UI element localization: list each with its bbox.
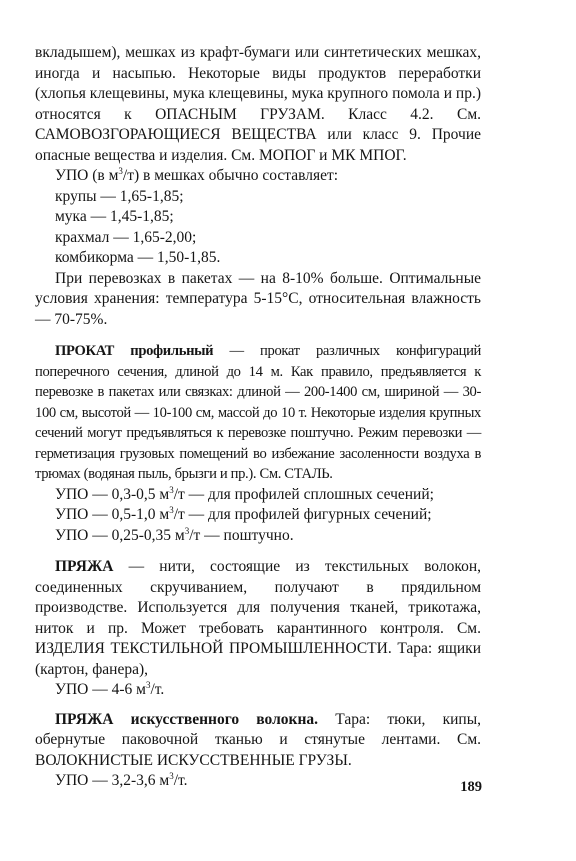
intro-item-groats: крупы — 1,65-1,85; [55, 187, 184, 205]
cubic-superscript: 3 [184, 525, 190, 536]
entry-pryazha-artificial-text [35, 710, 481, 772]
intro-continuation: вкладышем), мешках из крафт-бумаги или синтетических мешках, иногда и насыпью. Некоторые виды продуктов переработки (хлопья клещевины, мука клещевины, мука крупного помола и пр.) относятся к ОПАСНЫМ ГРУЗАМ. Класс 4.2. См. САМОВОЗГОРАЮЩИЕСЯ ВЕЩЕСТВА или класс 9. Прочие опасные вещества и изделия. См. МОПОГ и МК МПОГ. [35, 44, 481, 164]
cubic-superscript: 3 [118, 166, 123, 176]
entry-pryazha-artificial-definition: Тара: тюки, кипы, обернутые паковочной тканью и стянутые лентами. См. ВОЛОКНИСТЫЕ ИСКУССТВЕННЫЕ ГРУЗЫ. [35, 710, 481, 769]
entry-pryazha-term: ПРЯЖА [55, 558, 114, 575]
upo-prefix: УПО — 0,25-0,35 м [55, 526, 185, 544]
upo-suffix: /т — поштучно. [189, 526, 294, 544]
intro-item-feed: комбикорма — 1,50-1,85. [55, 249, 221, 266]
entry-pryazha-artificial-term: ПРЯЖА искусственного волокна. [55, 710, 319, 728]
intro-item-flour: мука — 1,45-1,85; [55, 208, 174, 225]
upo-suffix: /т — для профилей сплошных сечений; [173, 485, 434, 503]
upo-prefix: УПО — 0,5-1,0 м [55, 506, 170, 523]
entry-prokat-text [35, 341, 481, 485]
entry-prokat-upo-piece [35, 526, 481, 547]
intro-item-starch: крахмал — 1,65-2,00; [55, 228, 197, 246]
entry-prokat-term: ПРОКАТ профильный [55, 343, 214, 359]
entry-pryazha [35, 557, 481, 701]
intro-upo-prefix: УПО (в м [55, 167, 119, 184]
entry-pryazha-text [35, 557, 481, 680]
entry-pryazha-upo [35, 680, 481, 701]
page-body [35, 43, 481, 792]
entry-pryazha-artificial [35, 710, 481, 792]
upo-suffix: /т. [150, 681, 165, 698]
cubic-superscript: 3 [169, 484, 174, 495]
cubic-superscript: 3 [169, 771, 174, 781]
page-number: 189 [460, 779, 482, 795]
entry-prokat-upo-solid [35, 485, 481, 506]
entry-pryazha-artificial-upo [35, 771, 481, 792]
cubic-superscript: 3 [145, 680, 151, 690]
upo-suffix: /т. [173, 772, 188, 789]
upo-prefix: УПО — 0,3-0,5 м [55, 485, 170, 503]
upo-prefix: УПО — 4-6 м [55, 681, 146, 698]
entry-prokat-definition: — прокат различных конфигураций поперечного сечения, длиной до 14 м. Как правило, предъявляется к перевозке в пакетах или связках: длиной — 200-1400 см, шириной — 30-100 см, высотой — 10-100 см, массой до 10 т. Некоторые изделия крупных сечений могут предъявляться к перевозке поштучно. Режим перевозки — герметизация грузовых помещений во избежание засоленности воздуха в трюмах (водяная пыль, брызги и пр.). См. СТАЛЬ. [35, 343, 481, 482]
intro-upo-suffix: /т) в мешках обычно составляет: [122, 167, 339, 184]
intro-packages-paragraph: При перевозках в пакетах — на 8-10% больше. Оптимальные условия хранения: температура 5-15°С, относительная влажность — 70-75%. [35, 269, 481, 328]
upo-prefix: УПО — 3,2-3,6 м [55, 772, 170, 789]
entry-prokat-upo-shaped [35, 505, 481, 526]
entry-pryazha-definition: — нити, состоящие из текстильных волокон, соединенных скручиванием, получают в прядильном производстве. Используется для получения тканей, трикотажа, ниток и пр. Может требовать карантинного контроля. См. ИЗДЕЛИЯ ТЕКСТИЛЬНОЙ ПРОМЫШЛЕННОСТИ. Тара: ящики (картон, фанера), [35, 558, 481, 678]
cubic-superscript: 3 [169, 505, 174, 515]
intro-upo-line [35, 166, 481, 187]
entry-prokat [35, 341, 481, 546]
upo-suffix: /т — для профилей фигурных сечений; [173, 506, 432, 523]
